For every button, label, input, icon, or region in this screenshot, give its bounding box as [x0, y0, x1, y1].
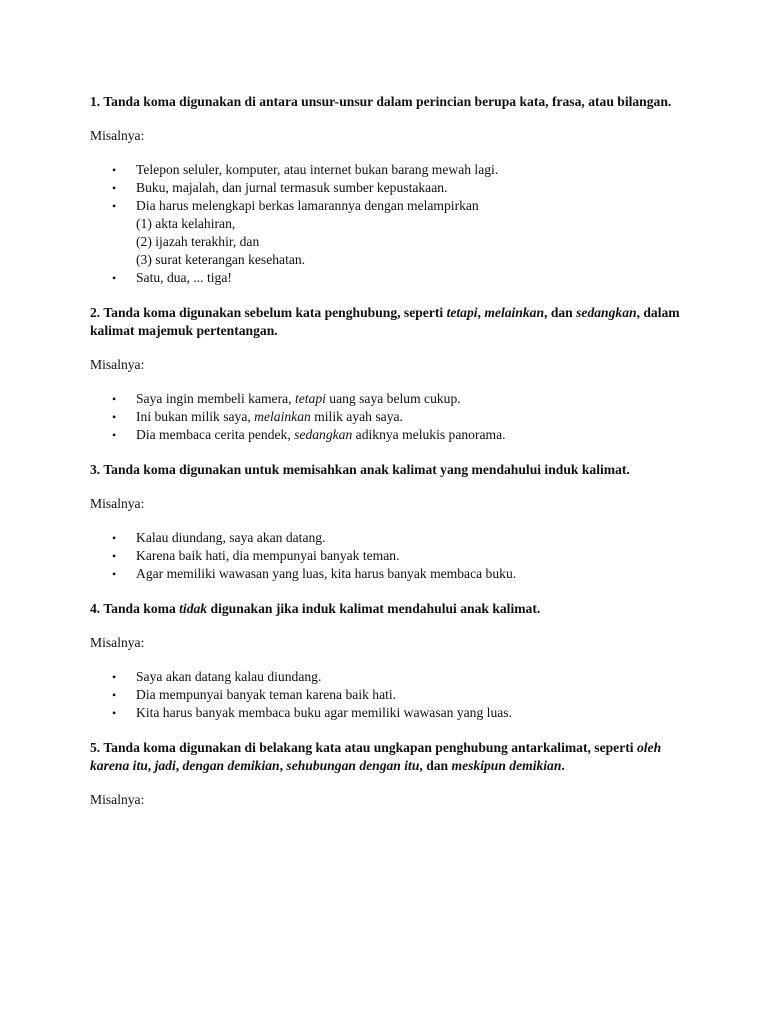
item-text: milik ayah saya.: [310, 409, 403, 424]
italic-term: tetapi: [446, 305, 478, 320]
item-text: uang saya belum cukup.: [325, 391, 461, 406]
rule-title: [90, 461, 690, 479]
item-text: Saya akan datang kalau diundang.: [136, 669, 322, 684]
italic-term: sedangkan: [294, 427, 353, 442]
title-text: 3. Tanda koma digunakan untuk memisahkan anak kalimat yang mendahului induk kalimat.: [90, 462, 630, 477]
list-item: [90, 197, 690, 269]
list-item: [90, 161, 690, 179]
list-item: [90, 408, 690, 426]
example-list: [90, 529, 690, 583]
title-text: 1. Tanda koma digunakan di antara unsur-unsur dalam perincian berupa kata, frasa, atau bilangan.: [90, 94, 672, 109]
title-text: , dan: [544, 305, 577, 320]
title-text: 4. Tanda koma: [90, 601, 180, 616]
title-text: ,: [279, 758, 287, 773]
item-text: Dia harus melengkapi berkas lamarannya dengan melampirkan: [136, 198, 479, 213]
list-item: [90, 686, 690, 704]
item-text: Kalau diundang, saya akan datang.: [136, 530, 326, 545]
rule-title: [90, 93, 690, 111]
italic-term: melainkan: [254, 409, 311, 424]
list-item: [90, 547, 690, 565]
rule-title: [90, 600, 690, 618]
item-text: Dia membaca cerita pendek,: [136, 427, 295, 442]
rule-section: [90, 461, 690, 583]
italic-term: meskipun demikian: [451, 758, 562, 773]
title-text: 2. Tanda koma digunakan sebelum kata penghubung, seperti: [90, 305, 447, 320]
rule-section: [90, 304, 690, 444]
rule-section: [90, 600, 690, 722]
rule-section: [90, 739, 690, 809]
title-text: 5. Tanda koma digunakan di belakang kata atau ungkapan penghubung antarkalimat, seperti: [90, 740, 637, 755]
item-text: Saya ingin membeli kamera,: [136, 391, 295, 406]
italic-term: sehubungan dengan itu: [286, 758, 420, 773]
item-text: Agar memiliki wawasan yang luas, kita harus banyak membaca buku.: [136, 566, 517, 581]
item-text: adiknya melukis panorama.: [352, 427, 506, 442]
example-list: [90, 161, 690, 287]
item-text: Karena baik hati, dia mempunyai banyak teman.: [136, 548, 400, 563]
example-label: Misalnya:: [90, 635, 145, 650]
item-text: Ini bukan milik saya,: [136, 409, 255, 424]
example-label: Misalnya:: [90, 357, 145, 372]
sub-item: (2) ijazah terakhir, dan: [136, 234, 260, 249]
italic-term: dengan demikian: [182, 758, 280, 773]
list-item: [90, 565, 690, 583]
list-item: [90, 704, 690, 722]
sub-item: (3) surat keterangan kesehatan.: [136, 252, 306, 267]
italic-term: sedangkan: [576, 305, 637, 320]
italic-term: oleh karena itu: [90, 740, 662, 773]
italic-term: jadi: [154, 758, 176, 773]
item-text: Buku, majalah, dan jurnal termasuk sumber kepustakaan.: [136, 180, 448, 195]
italic-term: melainkan: [484, 305, 545, 320]
list-item: [90, 390, 690, 408]
rule-title: [90, 739, 690, 775]
rule-title: [90, 304, 690, 340]
item-text: Telepon seluler, komputer, atau internet bukan barang mewah lagi.: [136, 162, 499, 177]
title-text: ,: [477, 305, 485, 320]
title-text: , dan: [419, 758, 452, 773]
rule-section: [90, 93, 690, 287]
item-text: Dia mempunyai banyak teman karena baik hati.: [136, 687, 397, 702]
example-label: Misalnya:: [90, 128, 145, 143]
example-list: [90, 668, 690, 722]
list-item: [90, 668, 690, 686]
list-item: [90, 426, 690, 444]
italic-term: tidak: [179, 601, 208, 616]
document-body: [90, 93, 690, 809]
title-text: ,: [147, 758, 155, 773]
example-list: [90, 390, 690, 444]
item-text: Kita harus banyak membaca buku agar memiliki wawasan yang luas.: [136, 705, 512, 720]
title-text: digunakan jika induk kalimat mendahului anak kalimat.: [207, 601, 541, 616]
example-label: Misalnya:: [90, 792, 145, 807]
list-item: [90, 179, 690, 197]
title-text: , dalam kalimat majemuk pertentangan.: [90, 305, 680, 338]
item-text: Satu, dua, ... tiga!: [136, 270, 232, 285]
title-text: ,: [175, 758, 183, 773]
example-label: Misalnya:: [90, 496, 145, 511]
sub-item: (1) akta kelahiran,: [136, 216, 236, 231]
list-item: [90, 529, 690, 547]
list-item: [90, 269, 690, 287]
title-text: .: [561, 758, 565, 773]
italic-term: tetapi: [294, 391, 326, 406]
